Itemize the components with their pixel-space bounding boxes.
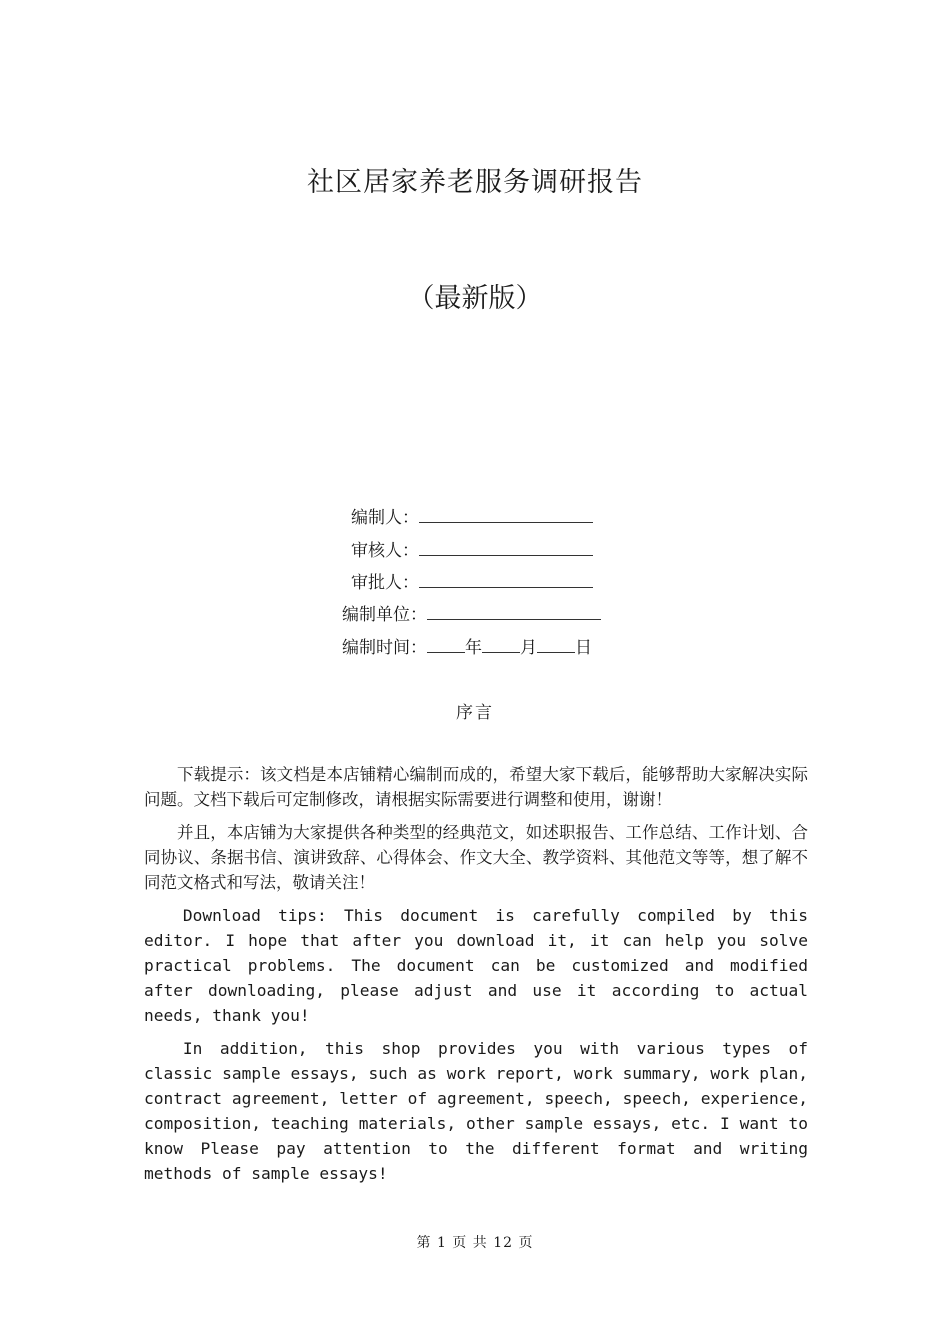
unit-label: 编制单位： <box>342 605 427 625</box>
compiler-row <box>351 504 593 530</box>
shop-intro-en: In addition, this shop provides you with various types of classic sample essays, such as work report, work summary, work plan, contract agreement, letter of agreement, speech, speech, experience, composition, teaching materials, other sample essays, etc. I want to know Please pay attention to the different format and writing methods of sample essays! <box>144 1039 808 1183</box>
approver-label: 审批人： <box>351 573 419 593</box>
time-label: 编制时间： <box>342 638 427 658</box>
approver-row <box>351 569 593 595</box>
day-blank <box>537 634 575 653</box>
document-title: 社区居家养老服务调研报告 <box>307 167 643 198</box>
reviewer-blank <box>419 537 593 556</box>
unit-row <box>342 601 601 627</box>
preface-heading: 序言 <box>456 703 494 723</box>
reviewer-row <box>351 537 593 563</box>
approver-blank <box>419 569 593 588</box>
month-label: 月 <box>520 638 537 658</box>
time-row <box>342 634 592 660</box>
month-blank <box>482 634 520 653</box>
year-label: 年 <box>465 638 482 658</box>
unit-blank <box>427 601 601 620</box>
reviewer-label: 审核人： <box>351 541 419 561</box>
document-subtitle: （最新版） <box>407 283 543 314</box>
day-label: 日 <box>575 638 592 658</box>
compiler-blank <box>419 504 593 523</box>
download-tip-cn: 下载提示：该文档是本店铺精心编制而成的，希望大家下载后，能够帮助大家解决实际问题。文档下载后可定制修改，请根据实际需要进行调整和使用，谢谢！ <box>144 765 808 809</box>
preface-body <box>144 762 808 1194</box>
compiler-label: 编制人： <box>351 508 419 528</box>
year-blank <box>427 634 465 653</box>
page-number: 第 1 页 共 12 页 <box>416 1235 534 1251</box>
shop-intro-cn: 并且，本店铺为大家提供各种类型的经典范文，如述职报告、工作总结、工作计划、合同协议、条据书信、演讲致辞、心得体会、作文大全、教学资料、其他范文等等，想了解不同范文格式和写法，敬请关注！ <box>144 823 808 892</box>
download-tip-en: Download tips: This document is carefully compiled by this editor. I hope that after you download it, it can help you solve practical problems. The document can be customized and modified after downloading, please adjust and use it according to actual needs, thank you! <box>144 906 808 1025</box>
